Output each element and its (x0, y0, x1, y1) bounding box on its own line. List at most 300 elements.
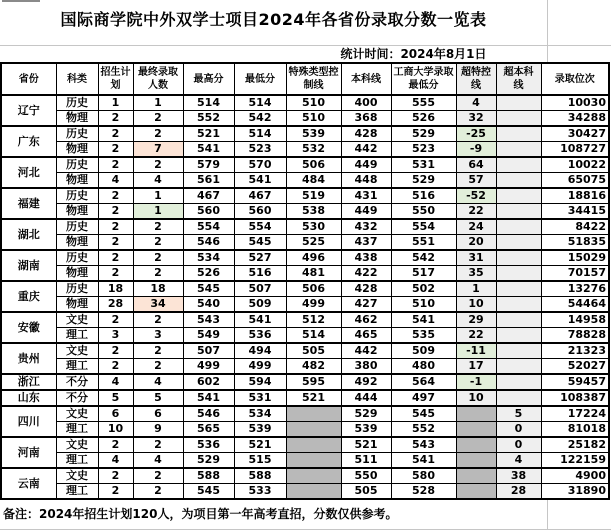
table-row (1, 219, 609, 235)
cell-province: 辽宁 (1, 95, 56, 126)
cell-over-special-line (456, 406, 496, 422)
cell-subject: 理工 (56, 328, 98, 344)
cell-min-score: 499 (234, 359, 286, 375)
table-row (1, 142, 609, 158)
cell-subject: 理工 (56, 359, 98, 375)
gridline-horizontal (0, 45, 611, 46)
cell-max-score: 536 (183, 437, 234, 453)
cell-province: 云南 (1, 468, 56, 499)
cell-min-score: 536 (234, 328, 286, 344)
column-header-over-special-line: 超特控线 (456, 63, 496, 95)
cell-over-undergrad-line (496, 359, 541, 375)
cell-rank: 81018 (541, 422, 609, 438)
cell-max-score: 588 (183, 468, 234, 484)
cell-province: 贵州 (1, 343, 56, 374)
table-row (1, 390, 609, 406)
cell-admitted: 2 (133, 359, 183, 375)
cell-min-score: 521 (234, 437, 286, 453)
cell-min-score: 588 (234, 468, 286, 484)
cell-university-min-score: 580 (391, 468, 456, 484)
cell-university-min-score: 552 (391, 422, 456, 438)
cell-over-undergrad-line: 5 (496, 406, 541, 422)
cell-min-score: 523 (234, 142, 286, 158)
cell-plan: 6 (98, 406, 133, 422)
table-title-area (0, 0, 611, 62)
cell-over-special-line: 22 (456, 204, 496, 220)
cell-university-min-score: 541 (391, 312, 456, 328)
table-row (1, 312, 609, 328)
table-row (1, 374, 609, 390)
top-gridline-fragment (2, 0, 40, 2)
cell-max-score: 549 (183, 328, 234, 344)
cell-rank: 10022 (541, 157, 609, 173)
admission-scores-table (0, 62, 610, 500)
table-row (1, 266, 609, 282)
cell-special-control-line: 506 (286, 281, 341, 297)
cell-max-score: 467 (183, 188, 234, 204)
cell-min-score: 594 (234, 374, 286, 390)
page-title: 国际商学院中外双学士项目2024年各省份录取分数一览表 (60, 10, 487, 29)
cell-special-control-line: 530 (286, 219, 341, 235)
column-header-over-undergrad-line: 超本科线 (496, 63, 541, 95)
cell-special-control-line: 512 (286, 312, 341, 328)
cell-university-min-score: 502 (391, 281, 456, 297)
column-header-rank: 录取位次 (541, 63, 609, 95)
column-header-plan: 招生计划 (98, 63, 133, 95)
column-header-max-score: 最高分 (183, 63, 234, 95)
cell-undergrad-line: 428 (341, 126, 391, 142)
cell-undergrad-line: 521 (341, 437, 391, 453)
cell-undergrad-line: 380 (341, 359, 391, 375)
cell-max-score: 554 (183, 219, 234, 235)
cell-plan: 2 (98, 484, 133, 500)
cell-max-score: 602 (183, 374, 234, 390)
cell-over-special-line: 22 (456, 328, 496, 344)
cell-over-undergrad-line (496, 142, 541, 158)
table-row (1, 453, 609, 469)
cell-admitted: 4 (133, 453, 183, 469)
cell-university-min-score: 554 (391, 219, 456, 235)
cell-over-undergrad-line (496, 235, 541, 251)
cell-undergrad-line: 442 (341, 142, 391, 158)
cell-plan: 2 (98, 157, 133, 173)
cell-undergrad-line: 462 (341, 312, 391, 328)
cell-subject: 历史 (56, 250, 98, 266)
cell-university-min-score: 480 (391, 359, 456, 375)
cell-plan: 2 (98, 266, 133, 282)
cell-over-special-line: -1 (456, 374, 496, 390)
table-row (1, 111, 609, 127)
cell-special-control-line: 519 (286, 188, 341, 204)
cell-over-undergrad-line: 38 (496, 468, 541, 484)
cell-rank: 4900 (541, 468, 609, 484)
cell-subject: 文史 (56, 312, 98, 328)
cell-university-min-score: 529 (391, 173, 456, 189)
cell-admitted: 6 (133, 406, 183, 422)
cell-plan: 2 (98, 219, 133, 235)
table-row (1, 328, 609, 344)
cell-admitted: 18 (133, 281, 183, 297)
cell-over-undergrad-line (496, 266, 541, 282)
cell-undergrad-line: 438 (341, 250, 391, 266)
cell-max-score: 565 (183, 422, 234, 438)
cell-special-control-line: 521 (286, 390, 341, 406)
cell-subject: 理工 (56, 422, 98, 438)
column-header-undergrad-line: 本科线 (341, 63, 391, 95)
cell-special-control-line: 506 (286, 157, 341, 173)
cell-over-undergrad-line (496, 95, 541, 111)
header-row (1, 63, 609, 95)
cell-max-score: 561 (183, 173, 234, 189)
cell-plan: 10 (98, 422, 133, 438)
cell-rank: 54464 (541, 297, 609, 313)
cell-rank: 108727 (541, 142, 609, 158)
cell-subject: 文史 (56, 406, 98, 422)
cell-university-min-score: 564 (391, 374, 456, 390)
cell-rank: 25182 (541, 437, 609, 453)
cell-max-score: 521 (183, 126, 234, 142)
cell-province: 山东 (1, 390, 56, 406)
table-row (1, 437, 609, 453)
cell-subject: 物理 (56, 142, 98, 158)
cell-province: 湖北 (1, 219, 56, 250)
cell-plan: 2 (98, 111, 133, 127)
cell-undergrad-line: 449 (341, 157, 391, 173)
cell-rank: 8422 (541, 219, 609, 235)
cell-max-score: 534 (183, 250, 234, 266)
cell-undergrad-line: 422 (341, 266, 391, 282)
cell-plan: 2 (98, 235, 133, 251)
cell-min-score: 514 (234, 126, 286, 142)
cell-over-special-line: -9 (456, 142, 496, 158)
cell-plan: 18 (98, 281, 133, 297)
cell-rank: 70157 (541, 266, 609, 282)
cell-subject: 理工 (56, 484, 98, 500)
cell-subject: 物理 (56, 204, 98, 220)
cell-admitted: 2 (133, 111, 183, 127)
cell-undergrad-line: 400 (341, 95, 391, 111)
cell-special-control-line: 539 (286, 126, 341, 142)
cell-special-control-line: 514 (286, 328, 341, 344)
cell-subject: 历史 (56, 219, 98, 235)
cell-subject: 文史 (56, 437, 98, 453)
table-row (1, 250, 609, 266)
cell-special-control-line: 481 (286, 266, 341, 282)
cell-subject: 历史 (56, 188, 98, 204)
cell-special-control-line (286, 437, 341, 453)
cell-undergrad-line: 427 (341, 297, 391, 313)
cell-special-control-line (286, 453, 341, 469)
cell-special-control-line: 538 (286, 204, 341, 220)
table-row (1, 126, 609, 142)
cell-plan: 2 (98, 142, 133, 158)
cell-over-undergrad-line (496, 219, 541, 235)
cell-min-score: 509 (234, 297, 286, 313)
cell-special-control-line (286, 484, 341, 500)
table-row (1, 281, 609, 297)
cell-min-score: 533 (234, 484, 286, 500)
cell-max-score: 546 (183, 406, 234, 422)
cell-university-min-score: 523 (391, 142, 456, 158)
cell-over-undergrad-line (496, 250, 541, 266)
cell-undergrad-line: 368 (341, 111, 391, 127)
cell-subject: 不分 (56, 390, 98, 406)
cell-admitted: 1 (133, 95, 183, 111)
table-row (1, 343, 609, 359)
cell-special-control-line: 505 (286, 343, 341, 359)
cell-university-min-score: 550 (391, 204, 456, 220)
cell-special-control-line: 482 (286, 359, 341, 375)
cell-max-score: 545 (183, 484, 234, 500)
cell-subject: 物理 (56, 173, 98, 189)
cell-admitted: 7 (133, 142, 183, 158)
cell-undergrad-line: 428 (341, 281, 391, 297)
cell-min-score: 527 (234, 250, 286, 266)
cell-undergrad-line: 550 (341, 468, 391, 484)
cell-over-special-line (456, 484, 496, 500)
cell-max-score: 545 (183, 281, 234, 297)
cell-rank: 34415 (541, 204, 609, 220)
cell-max-score: 546 (183, 235, 234, 251)
cell-over-undergrad-line (496, 157, 541, 173)
cell-over-undergrad-line (496, 188, 541, 204)
cell-subject: 物理 (56, 266, 98, 282)
cell-over-special-line: 32 (456, 111, 496, 127)
cell-max-score: 526 (183, 266, 234, 282)
cell-min-score: 514 (234, 95, 286, 111)
cell-over-undergrad-line (496, 343, 541, 359)
cell-max-score: 499 (183, 359, 234, 375)
cell-province: 四川 (1, 406, 56, 437)
cell-over-undergrad-line (496, 281, 541, 297)
cell-rank: 15029 (541, 250, 609, 266)
cell-plan: 28 (98, 297, 133, 313)
cell-over-special-line: 64 (456, 157, 496, 173)
cell-min-score: 516 (234, 266, 286, 282)
cell-plan: 4 (98, 453, 133, 469)
cell-special-control-line: 484 (286, 173, 341, 189)
gridline-vertical-2 (547, 500, 548, 530)
cell-subject: 历史 (56, 157, 98, 173)
cell-admitted: 4 (133, 374, 183, 390)
table-row (1, 95, 609, 111)
cell-rank: 17224 (541, 406, 609, 422)
cell-max-score: 543 (183, 312, 234, 328)
gridline-vertical (547, 0, 548, 62)
cell-rank: 31890 (541, 484, 609, 500)
cell-over-undergrad-line (496, 312, 541, 328)
cell-province: 湖南 (1, 250, 56, 281)
cell-rank: 18816 (541, 188, 609, 204)
cell-admitted: 4 (133, 173, 183, 189)
cell-province: 浙江 (1, 374, 56, 390)
cell-admitted: 2 (133, 468, 183, 484)
cell-max-score: 560 (183, 204, 234, 220)
cell-min-score: 507 (234, 281, 286, 297)
table-row (1, 484, 609, 500)
cell-undergrad-line: 442 (341, 343, 391, 359)
cell-over-special-line: 24 (456, 219, 496, 235)
cell-plan: 3 (98, 328, 133, 344)
cell-max-score: 540 (183, 297, 234, 313)
cell-min-score: 539 (234, 422, 286, 438)
cell-admitted: 5 (133, 390, 183, 406)
cell-special-control-line (286, 468, 341, 484)
cell-rank: 10030 (541, 95, 609, 111)
cell-rank: 59457 (541, 374, 609, 390)
cell-university-min-score: 535 (391, 328, 456, 344)
cell-over-special-line: 29 (456, 312, 496, 328)
column-header-subject: 科类 (56, 63, 98, 95)
cell-undergrad-line: 505 (341, 484, 391, 500)
table-row (1, 422, 609, 438)
cell-university-min-score: 541 (391, 453, 456, 469)
cell-subject: 不分 (56, 374, 98, 390)
cell-university-min-score: 529 (391, 126, 456, 142)
cell-min-score: 541 (234, 312, 286, 328)
cell-undergrad-line: 444 (341, 390, 391, 406)
cell-over-undergrad-line (496, 297, 541, 313)
table-row (1, 359, 609, 375)
cell-subject: 历史 (56, 95, 98, 111)
cell-undergrad-line: 529 (341, 406, 391, 422)
cell-over-undergrad-line: 0 (496, 422, 541, 438)
cell-over-undergrad-line (496, 328, 541, 344)
cell-university-min-score: 543 (391, 437, 456, 453)
cell-plan: 2 (98, 312, 133, 328)
cell-over-undergrad-line (496, 126, 541, 142)
table-row (1, 173, 609, 189)
cell-plan: 2 (98, 343, 133, 359)
cell-university-min-score: 526 (391, 111, 456, 127)
cell-admitted: 2 (133, 157, 183, 173)
cell-province: 福建 (1, 188, 56, 219)
cell-university-min-score: 545 (391, 406, 456, 422)
cell-over-undergrad-line (496, 111, 541, 127)
cell-undergrad-line: 465 (341, 328, 391, 344)
column-header-special-control-line: 特殊类型控制线 (286, 63, 341, 95)
cell-undergrad-line: 539 (341, 422, 391, 438)
cell-university-min-score: 497 (391, 390, 456, 406)
cell-subject: 历史 (56, 281, 98, 297)
cell-over-undergrad-line (496, 374, 541, 390)
cell-rank: 14958 (541, 312, 609, 328)
cell-over-special-line: 1 (456, 281, 496, 297)
cell-over-special-line: 17 (456, 359, 496, 375)
cell-max-score: 541 (183, 390, 234, 406)
cell-admitted: 1 (133, 204, 183, 220)
cell-over-special-line: -52 (456, 188, 496, 204)
note-area (0, 500, 611, 530)
cell-over-undergrad-line: 28 (496, 484, 541, 500)
cell-over-special-line (456, 453, 496, 469)
footnote: 备注：2024年招生计划120人，为项目第一年高考直招，分数仅供参考。 (3, 507, 398, 521)
cell-undergrad-line: 431 (341, 188, 391, 204)
table-row (1, 235, 609, 251)
cell-special-control-line (286, 406, 341, 422)
cell-admitted: 2 (133, 126, 183, 142)
cell-over-undergrad-line (496, 204, 541, 220)
cell-over-undergrad-line: 4 (496, 453, 541, 469)
table-row (1, 297, 609, 313)
cell-rank: 78828 (541, 328, 609, 344)
cell-subject: 历史 (56, 126, 98, 142)
cell-min-score: 515 (234, 453, 286, 469)
cell-over-special-line (456, 422, 496, 438)
cell-special-control-line: 499 (286, 297, 341, 313)
cell-rank: 34288 (541, 111, 609, 127)
cell-plan: 2 (98, 250, 133, 266)
cell-plan: 2 (98, 188, 133, 204)
cell-special-control-line: 595 (286, 374, 341, 390)
cell-subject: 文史 (56, 343, 98, 359)
cell-over-special-line: 10 (456, 390, 496, 406)
cell-over-special-line: -25 (456, 126, 496, 142)
cell-university-min-score: 551 (391, 235, 456, 251)
cell-admitted: 2 (133, 266, 183, 282)
cell-special-control-line: 525 (286, 235, 341, 251)
cell-rank: 108387 (541, 390, 609, 406)
cell-rank: 30427 (541, 126, 609, 142)
cell-subject: 物理 (56, 297, 98, 313)
cell-rank: 65075 (541, 173, 609, 189)
stat-time-label: 统计时间：2024年8月1日 (340, 47, 487, 61)
cell-min-score: 531 (234, 390, 286, 406)
cell-special-control-line: 496 (286, 250, 341, 266)
cell-min-score: 541 (234, 173, 286, 189)
cell-university-min-score: 510 (391, 297, 456, 313)
cell-max-score: 529 (183, 453, 234, 469)
cell-province: 重庆 (1, 281, 56, 312)
cell-rank: 21323 (541, 343, 609, 359)
cell-over-undergrad-line (496, 390, 541, 406)
cell-over-special-line (456, 437, 496, 453)
column-header-min-score: 最低分 (234, 63, 286, 95)
cell-plan: 2 (98, 204, 133, 220)
cell-subject: 理工 (56, 453, 98, 469)
cell-university-min-score: 542 (391, 250, 456, 266)
cell-subject: 文史 (56, 468, 98, 484)
cell-admitted: 1 (133, 188, 183, 204)
cell-province: 河北 (1, 157, 56, 188)
table-row (1, 204, 609, 220)
cell-over-special-line: 20 (456, 235, 496, 251)
cell-undergrad-line: 492 (341, 374, 391, 390)
cell-university-min-score: 555 (391, 95, 456, 111)
cell-special-control-line: 510 (286, 111, 341, 127)
cell-plan: 5 (98, 390, 133, 406)
column-header-university-min-score: 工商大学录取最低分 (391, 63, 456, 95)
cell-over-special-line: -11 (456, 343, 496, 359)
cell-plan: 1 (98, 95, 133, 111)
cell-admitted: 2 (133, 484, 183, 500)
cell-min-score: 494 (234, 343, 286, 359)
cell-province: 河南 (1, 437, 56, 468)
cell-plan: 2 (98, 468, 133, 484)
cell-min-score: 534 (234, 406, 286, 422)
cell-min-score: 554 (234, 219, 286, 235)
cell-university-min-score: 531 (391, 157, 456, 173)
cell-plan: 2 (98, 437, 133, 453)
cell-over-special-line: 10 (456, 297, 496, 313)
cell-plan: 4 (98, 374, 133, 390)
cell-rank: 122159 (541, 453, 609, 469)
cell-subject: 物理 (56, 235, 98, 251)
cell-undergrad-line: 448 (341, 173, 391, 189)
cell-university-min-score: 517 (391, 266, 456, 282)
table-row (1, 157, 609, 173)
cell-university-min-score: 509 (391, 343, 456, 359)
